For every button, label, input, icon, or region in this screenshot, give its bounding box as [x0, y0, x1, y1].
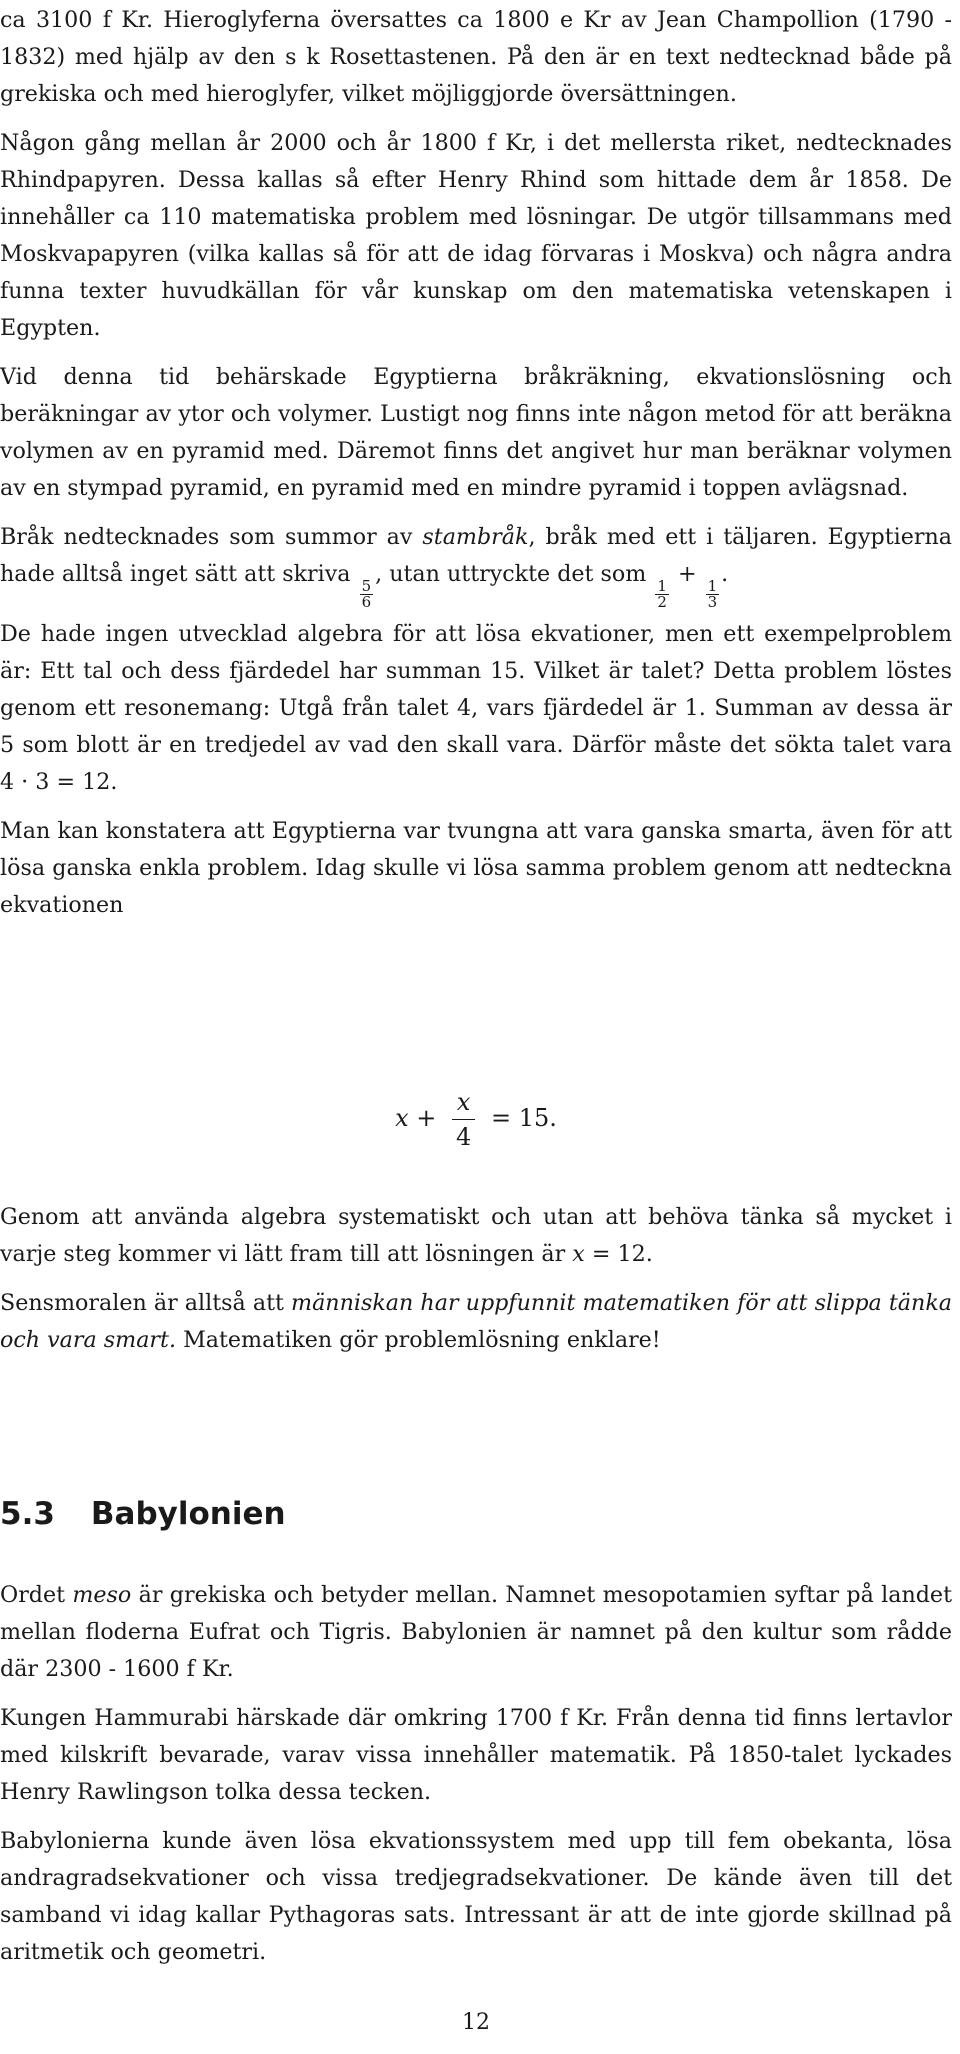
fraction-numerator: 5 — [361, 577, 372, 595]
section-title: Babylonien — [90, 1496, 286, 1532]
paragraph-babylonian-math: Babylonierna kunde även lösa ekvationssystem med upp till fem obekanta, lösa andragradsekvationer och vissa tredjegradsekvationer. De kände även till det samband vi idag kallar Pythagoras sats. Intressant är att de inte gjorde skillnad på aritmetik och geometri. — [0, 1828, 952, 1965]
paragraph-fractions-volumes: Vid denna tid behärskade Egyptierna bråkräkning, ekvationslösning och beräkningar av ytor och volymer. Lustigt nog finns inte någon metod för att beräkna volymen av en pyramid med. Däremot finns det angivet hur man beräknar volymen av en stympad pyramid, en pyramid med en mindre pyramid i toppen avlägsnad. — [0, 364, 952, 501]
paragraph-algebra-solution — [0, 1199, 952, 1273]
text-run: Matematiken gör problemlösning enklare! — [176, 1327, 661, 1353]
fraction-five-sixths — [360, 579, 374, 610]
fraction-denominator: 3 — [707, 593, 718, 611]
text-column-top — [0, 2, 952, 936]
emphasis-meso: meso — [72, 1582, 132, 1608]
paragraph-hammurabi: Kungen Hammurabi härskade där omkring 1700 f Kr. Från denna tid finns lertavlor med kilskrift bevarade, varav vissa innehåller matematik. På 1850-talet lyckades Henry Rawlingson tolka dessa tecken. — [0, 1705, 952, 1805]
text-run: = 12. — [584, 1241, 653, 1267]
emphasis-moral: människan har uppfunnit matematiken för att slippa tänka och vara smart. — [0, 1290, 952, 1353]
section-heading — [0, 1494, 286, 1534]
text-run: Sensmoralen är alltså att — [0, 1290, 292, 1316]
text-run: Genom att använda algebra systematiskt och utan att behöva tänka så mycket i varje steg kommer vi lätt fram till att lösningen är — [0, 1204, 952, 1267]
equation-rhs: = 15. — [490, 1104, 557, 1132]
text-column-middle — [0, 1199, 952, 1371]
text-run: är grekiska och betyder mellan. Namnet mesopotamien syftar på landet mellan floderna Eufrat och Tigris. Babylonien är namnet på den kultur som rådde där 2300 - 1600 f Kr. — [0, 1582, 952, 1682]
text-run: , bråk med ett i täljaren. Egyptierna hade alltså inget sätt att skriva — [0, 524, 952, 587]
paragraph-unit-fractions — [0, 519, 952, 610]
text-run: . — [721, 561, 729, 587]
equation-fraction — [452, 1085, 475, 1154]
fraction-numerator: 1 — [657, 577, 667, 595]
fraction-one-third — [706, 579, 720, 610]
text-column-bottom — [0, 1577, 952, 1983]
paragraph-modern-approach: Man kan konstatera att Egyptierna var tvungna att vara ganska smarta, även för att lösa ganska enkla problem. Idag skulle vi lösa samma problem genom att nedteckna ekvationen — [0, 818, 952, 918]
paragraph-rhind-papyrus: Någon gång mellan år 2000 och år 1800 f Kr, i det mellersta riket, nedtecknades Rhindpapyren. Dessa kallas så efter Henry Rhind som hittade dem år 1858. De innehåller ca 110 matematiska problem med lösningar. De utgör tillsammans med Moskvapapyren (vilka kallas så för att de idag förvaras i Moskva) och några andra funna texter huvudkällan för vår kunskap om den matematiska vetenskapen i Egypten. — [0, 130, 952, 341]
text-run: , utan uttryckte det som — [375, 561, 654, 587]
fraction-numerator: 1 — [707, 577, 718, 595]
section-number: 5.3 — [0, 1496, 55, 1532]
plus-sign: + — [670, 561, 704, 587]
text-run: Ordet — [0, 1582, 73, 1608]
emphasis-stambrak: stambråk — [422, 524, 529, 550]
equation-fraction-denominator: 4 — [452, 1119, 475, 1154]
text-run: Bråk nedtecknades som summor av — [0, 524, 423, 550]
equation-plus: + — [416, 1104, 437, 1132]
paragraph-moral — [0, 1285, 952, 1359]
paragraph-example-problem: De hade ingen utvecklad algebra för att lösa ekvationer, men ett exempelproblem är: Ett tal och dess fjärdedel har summan 15. Vilket är talet? Detta problem löstes genom ett resonemang: Utgå från talet 4, vars fjärdedel är 1. Summan av dessa är 5 som blott är en tredjedel av vad den skall vara. Därför måste det sökta talet vara 4 · 3 = 12. — [0, 621, 952, 795]
display-equation — [0, 1085, 952, 1154]
page-number: 12 — [462, 2010, 490, 2035]
equation-fraction-numerator: x — [456, 1088, 471, 1116]
fraction-denominator: 2 — [657, 593, 667, 611]
paragraph-hieroglyphs: ca 3100 f Kr. Hieroglyferna översattes ca 1800 e Kr av Jean Champollion (1790 - 1832) med hjälp av den s k Rosettastenen. På den är en text nedtecknad både på grekiska och med hieroglyfer, vilket möjliggjorde översättningen. — [0, 7, 952, 107]
solution-variable: x — [572, 1241, 585, 1267]
paragraph-meso — [0, 1577, 952, 1688]
equation-variable: x — [395, 1104, 409, 1132]
fraction-denominator: 6 — [361, 593, 372, 611]
fraction-one-half — [655, 579, 669, 610]
